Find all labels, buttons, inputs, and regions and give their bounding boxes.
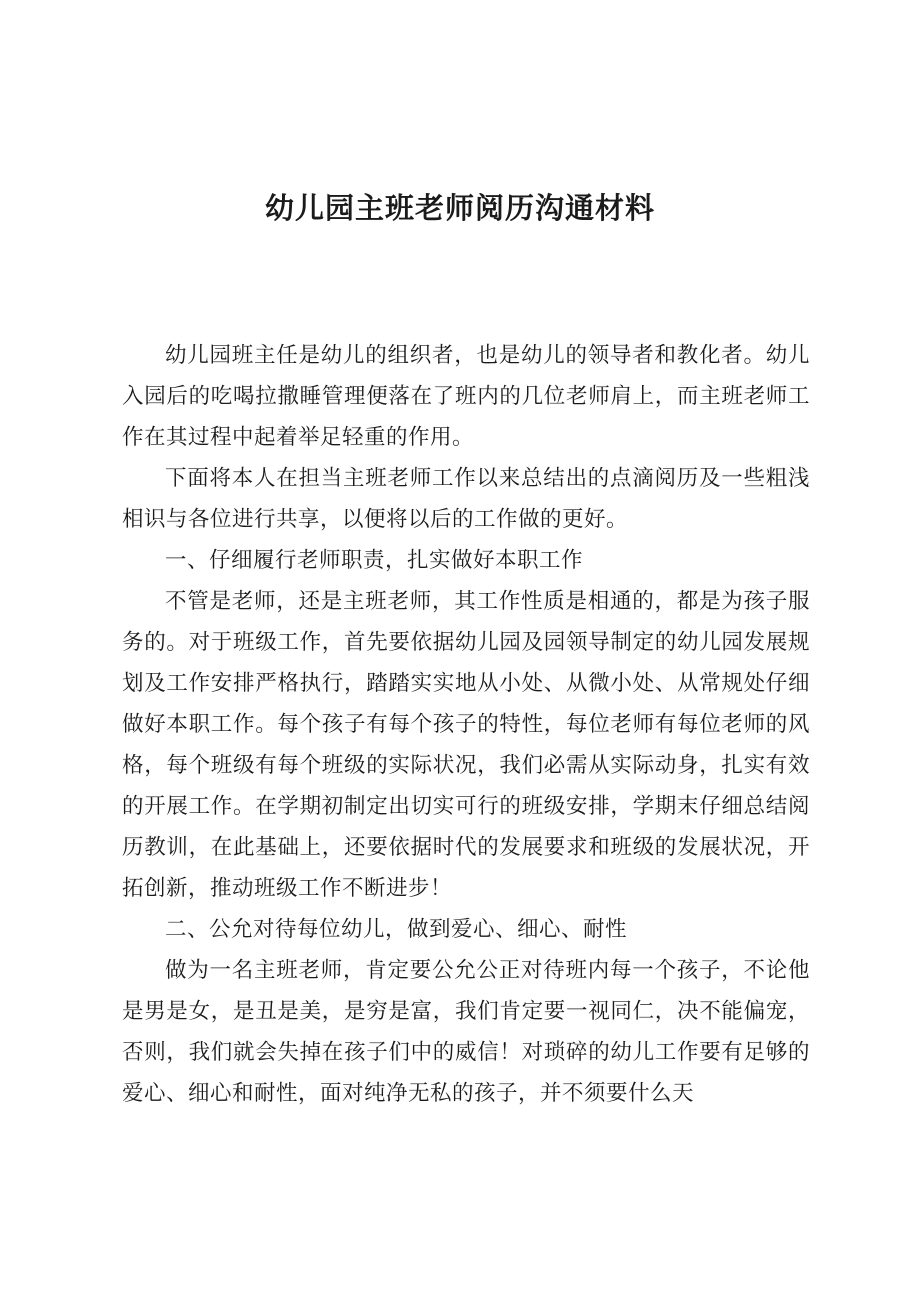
section-heading-2: 二、公允对待每位幼儿，做到爱心、细心、耐性 [165,917,628,942]
section-heading-1: 一、仔细履行老师职责，扎实做好本职工作 [165,548,584,573]
paragraph-intro: 幼儿园班主任是幼儿的组织者，也是幼儿的领导者和教化者。幼儿入园后的吃喝拉撒睡管理便落在了班内的几位老师肩上，而主班老师工作在其过程中起着举足轻重的作用。 [122,343,810,450]
document-title: 幼儿园主班老师阅历沟通材料 [264,191,655,225]
paragraph-section-2: 做为一名主班老师，肯定要公允公正对待班内每一个孩子，不论他是男是女，是丑是美，是穷是富，我们肯定要一视同仁，决不能偏宠，否则，我们就会失掉在孩子们中的威信！对琐碎的幼儿工作要有足够的爱心、细心和耐性，面对纯净无私的孩子，并不须要什么天 [122,958,810,1106]
paragraph-section-1: 不管是老师，还是主班老师，其工作性质是相通的，都是为孩子服务的。对于班级工作，首先要依据幼儿园及园领导制定的幼儿园发展规划及工作安排严格执行，踏踏实实地从小处、从微小处、从常规处仔细做好本职工作。每个孩子有每个孩子的特性，每位老师有每位老师的风格，每个班级有每个班级的实际状况，我们必需从实际动身，扎实有效的开展工作。在学期初制定出切实可行的班级安排，学期末仔细总结阅历教训，在此基础上，还要依据时代的发展要求和班级的发展状况，开拓创新，推动班级工作不断进步！ [122,589,810,901]
document-body [122,335,810,1114]
paragraph-purpose: 下面将本人在担当主班老师工作以来总结出的点滴阅历及一些粗浅相识与各位进行共享，以便将以后的工作做的更好。 [122,466,810,532]
